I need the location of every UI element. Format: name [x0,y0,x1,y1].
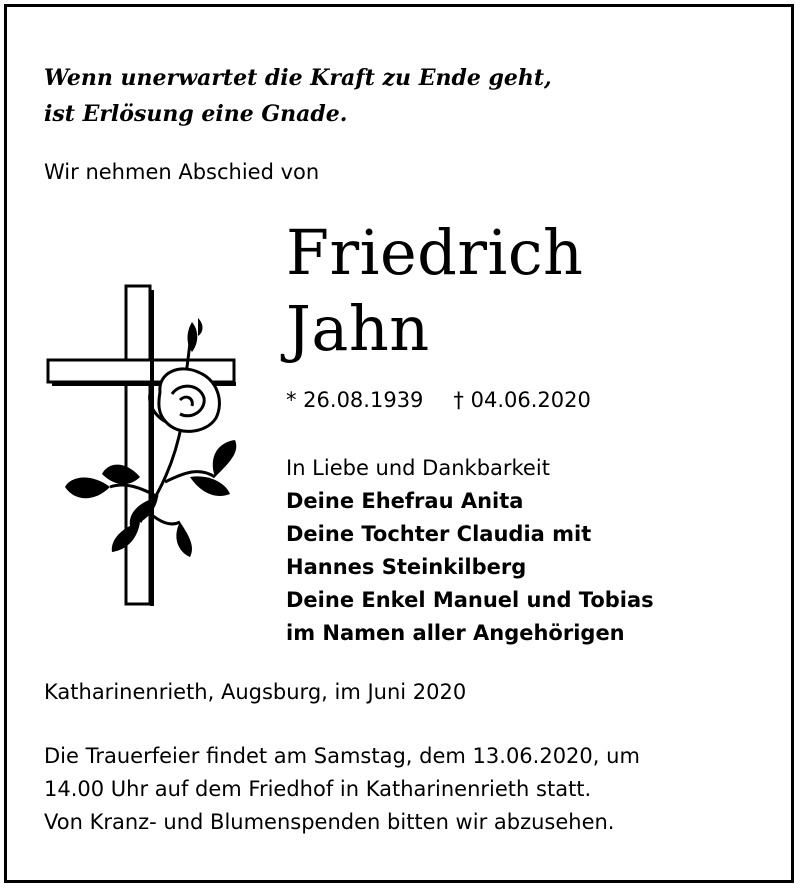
mourner-line: Deine Ehefrau Anita [286,489,524,513]
deceased-first-name: Friedrich [286,216,584,289]
notice-line: Die Trauerfeier findet am Samstag, dem 13.06.2020, um [44,744,640,768]
motto-line: ist Erlösung eine Gnade. [44,101,348,127]
motto-line: Wenn unerwartet die Kraft zu Ende geht, [44,65,552,91]
mourner-line: Deine Enkel Manuel und Tobias [286,588,654,612]
mourner-line: im Namen aller Angehörigen [286,621,625,645]
notice-line: 14.00 Uhr auf dem Friedhof in Katharinenrieth statt. [44,777,592,801]
mourner-line: Hannes Steinkilberg [286,555,527,579]
intro-text: Wir nehmen Abschied von [44,160,320,184]
funeral-notice [44,740,640,839]
notice-line: Von Kranz- und Blumenspenden bitten wir abzusehen. [44,810,615,834]
cross-with-rose-icon [40,282,250,612]
birth-date: * 26.08.1939 [286,388,424,412]
mourners-lead: In Liebe und Dankbarkeit [286,456,550,480]
death-date: † 04.06.2020 [453,388,591,412]
life-dates [286,388,591,412]
rose-bud-icon [188,318,203,352]
cross-icon [48,286,234,604]
motto [44,60,552,132]
mourner-line: Deine Tochter Claudia mit [286,522,592,546]
mourners-block [286,452,654,650]
place-and-date: Katharinenrieth, Augsburg, im Juni 2020 [44,680,467,704]
deceased-last-name: Jahn [286,292,430,365]
